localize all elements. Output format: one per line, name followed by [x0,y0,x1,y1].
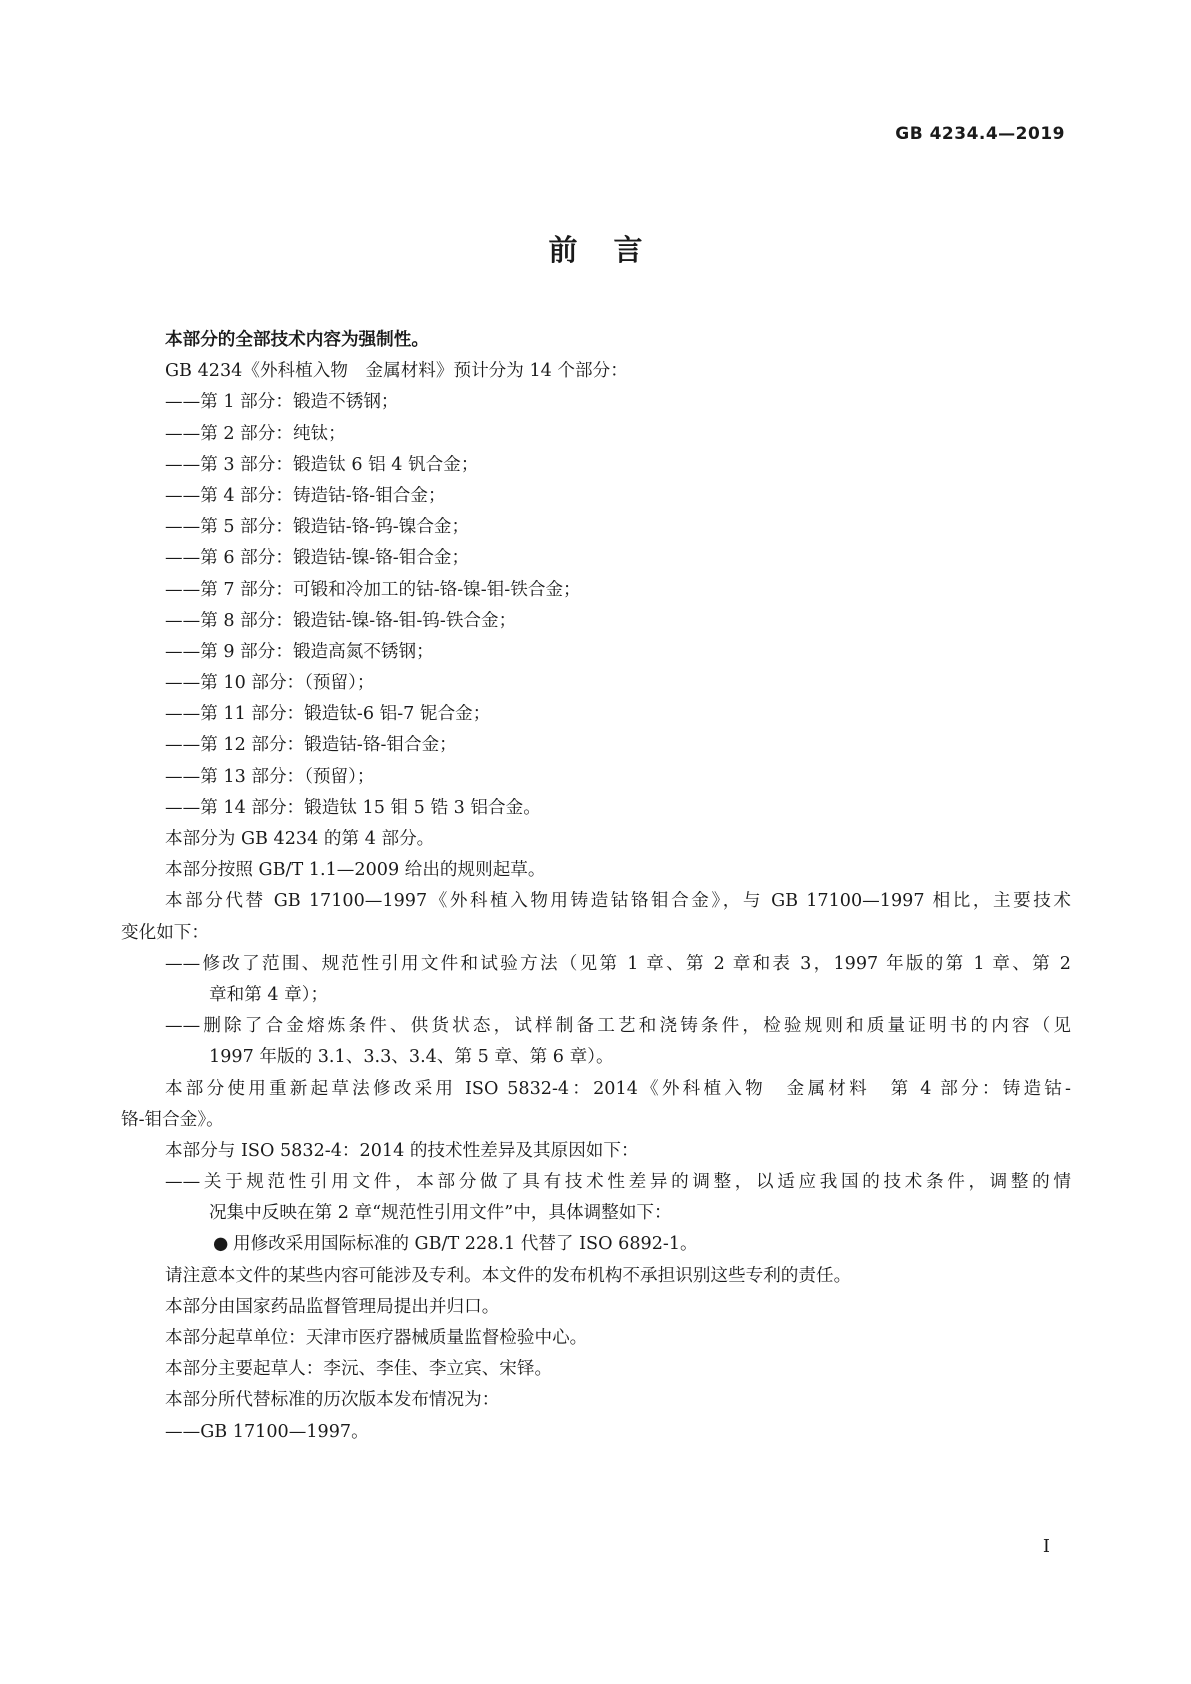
change-item: ——删除了合金熔炼条件、供货状态，试样制备工艺和浇铸条件，检验规则和质量证明书的内容（见 [165,1016,1071,1037]
proposed-by: 本部分由国家药品监督管理局提出并归口。 [165,1296,500,1317]
bullet-icon: ● [213,1234,229,1255]
list-item-part: ——第 1 部分：锻造不锈钢； [165,392,399,413]
replaces-paragraph-cont: 变化如下： [121,922,209,943]
list-item-part: ——第 10 部分：（预留）； [165,673,375,694]
list-item-part: ——第 11 部分：锻造钛-6 铝-7 铌合金； [165,704,491,725]
adoption-paragraph-cont: 铬-钼合金》。 [121,1109,224,1130]
list-item-part: ——第 6 部分：锻造钴-镍-铬-钼合金； [165,548,470,569]
difference-bullet-text: 用修改采用国际标准的 GB/T 228.1 代替了 ISO 6892-1。 [233,1234,698,1255]
drafters: 本部分主要起草人：李沅、李佳、李立宾、宋铎。 [165,1359,553,1380]
part-of-statement: 本部分为 GB 4234 的第 4 部分。 [165,829,435,849]
list-item-part: ——第 5 部分：锻造钴-铬-钨-镍合金； [165,517,470,538]
adoption-paragraph: 本部分使用重新起草法修改采用 ISO 5832-4：2014《外科植入物 金属材料 第 4 部分：铸造钴- [165,1078,1071,1099]
list-item-part: ——第 14 部分：锻造钛 15 钼 5 锆 3 铝合金。 [165,797,541,818]
change-item-cont: 1997 年版的 3.1、3.3、3.4、第 5 章、第 6 章）。 [209,1047,614,1068]
list-item-part: ——第 13 部分：（预留）； [165,766,375,787]
mandatory-statement: 本部分的全部技术内容为强制性。 [165,330,429,350]
change-item: ——修改了范围、规范性引用文件和试验方法（见第 1 章、第 2 章和表 3，1997 年版的第 1 章、第 2 [165,953,1071,974]
list-item-part: ——第 4 部分：铸造钴-铬-钼合金； [165,485,446,506]
list-item-part: ——第 8 部分：锻造钴-镍-铬-钼-钨-铁合金； [165,610,517,631]
list-item-part: ——第 9 部分：锻造高氮不锈钢； [165,641,434,662]
patent-notice: 请注意本文件的某些内容可能涉及专利。本文件的发布机构不承担识别这些专利的责任。 [165,1265,852,1286]
history-item: ——GB 17100—1997。 [165,1421,369,1442]
page-title: 前言 [548,233,679,267]
list-item-part: ——第 2 部分：纯钛； [165,423,346,444]
change-item-cont: 章和第 4 章）； [209,984,329,1005]
drafting-unit: 本部分起草单位：天津市医疗器械质量监督检验中心。 [165,1328,588,1348]
difference-bullet-item [121,1229,1071,1260]
page-number: I [1042,1536,1050,1557]
list-item-part: ——第 12 部分：锻造钴-铬-钼合金； [165,735,457,756]
list-item-part: ——第 7 部分：可锻和冷加工的钴-铬-镍-钼-铁合金； [165,579,581,600]
parts-intro: GB 4234《外科植入物 金属材料》预计分为 14 个部分： [165,361,628,382]
difference-item-cont: 况集中反映在第 2 章“规范性引用文件”中，具体调整如下： [209,1203,672,1224]
difference-item: ——关于规范性引用文件，本部分做了具有技术性差异的调整，以适应我国的技术条件，调整的情 [165,1172,1071,1193]
standard-number: GB 4234.4—2019 [895,124,1065,144]
drafting-rules: 本部分按照 GB/T 1.1—2009 给出的规则起草。 [165,860,546,881]
foreword-body [121,325,1071,1448]
replaces-paragraph: 本部分代替 GB 17100—1997《外科植入物用铸造钴铬钼合金》，与 GB 17100—1997 相比，主要技术 [165,891,1071,912]
list-item-part: ——第 3 部分：锻造钛 6 铝 4 钒合金； [165,454,479,475]
differences-intro: 本部分与 ISO 5832-4：2014 的技术性差异及其原因如下： [165,1140,639,1161]
history-intro: 本部分所代替标准的历次版本发布情况为： [165,1390,500,1411]
